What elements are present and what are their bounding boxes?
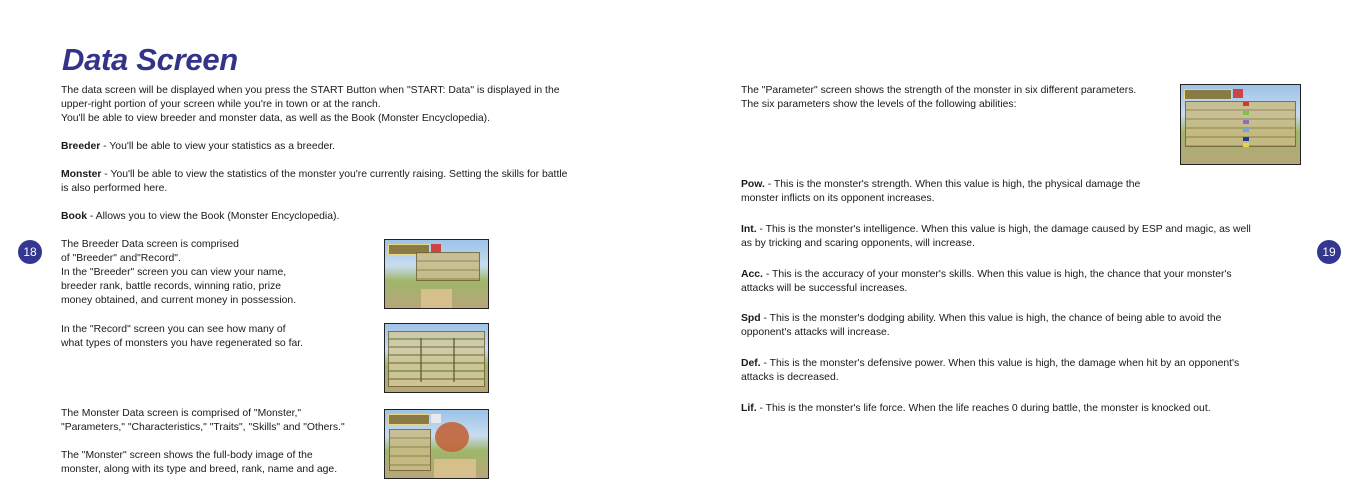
parameter-intro <box>741 84 1171 112</box>
param-term: Def. <box>741 358 761 369</box>
text-line: In the "Breeder" screen you can view your name, <box>61 267 287 278</box>
param-text: - This is the monster's dodging ability. When this value is high, the chance of being able to avoid the <box>760 313 1222 324</box>
text-line: In the "Record" screen you can see how many of <box>61 324 286 335</box>
param-text-cont: as by tricking and scaring opponents, will increase. <box>741 238 975 249</box>
param-term: Int. <box>741 224 757 235</box>
param-term: Acc. <box>741 269 763 280</box>
breeder-screenshot <box>384 239 489 309</box>
text-line: The six parameters show the levels of the following abilities: <box>741 99 1017 110</box>
param-def <box>741 357 1301 385</box>
text-line: "Parameters," "Characteristics," "Traits", "Skills" and "Others." <box>61 422 345 433</box>
book-item <box>61 210 621 224</box>
param-text-cont: attacks is decreased. <box>741 372 839 383</box>
text-line: money obtained, and current money in possession. <box>61 295 297 306</box>
monster-text-cont: is also performed here. <box>61 183 168 194</box>
param-text: - This is the monster's defensive power. When this value is high, the damage when hit by an opponent's <box>760 358 1240 369</box>
param-text: - This is the monster's strength. When this value is high, the physical damage the <box>764 179 1141 190</box>
param-term: Spd <box>741 313 761 324</box>
breeder-term: Breeder <box>61 141 101 152</box>
monster-data-block <box>61 407 381 435</box>
monster-screen-block <box>61 449 381 477</box>
book-text: - Allows you to view the Book (Monster Encyclopedia). <box>86 211 340 222</box>
param-text-cont: attacks will be successful increases. <box>741 283 908 294</box>
param-int <box>741 223 1301 251</box>
breeder-data-block <box>61 238 371 308</box>
page-number-right: 19 <box>1317 240 1341 264</box>
text-line: The Monster Data screen is comprised of "Monster," <box>61 408 302 419</box>
param-text-cont: monster inflicts on its opponent increases. <box>741 193 935 204</box>
intro-line: upper-right portion of your screen while you're in town or at the ranch. <box>61 99 381 110</box>
text-line: what types of monsters you have regenerated so far. <box>61 338 304 349</box>
param-term: Lif. <box>741 403 757 414</box>
monster-screenshot <box>384 409 489 479</box>
param-text: - This is the monster's life force. When the life reaches 0 during battle, the monster is knocked out. <box>756 403 1211 414</box>
record-screenshot <box>384 323 489 393</box>
param-text: - This is the monster's intelligence. When this value is high, the damage caused by ESP and magic, as well <box>756 224 1251 235</box>
text-line: monster, along with its type and breed, rank, name and age. <box>61 464 338 475</box>
parameter-screenshot <box>1180 84 1301 165</box>
text-line: The "Parameter" screen shows the strength of the monster in six different parameters. <box>741 85 1137 96</box>
text-line: The Breeder Data screen is comprised <box>61 239 239 250</box>
page-title: Data Screen <box>62 42 238 77</box>
monster-text: - You'll be able to view the statistics of the monster you're currently raising. Setting the skills for battle <box>101 169 568 180</box>
monster-item <box>61 168 621 196</box>
intro-paragraph <box>61 84 621 126</box>
param-term: Pow. <box>741 179 765 190</box>
param-lif <box>741 402 1301 416</box>
text-line: of "Breeder" and"Record". <box>61 253 181 264</box>
breeder-text: - You'll be able to view your statistics as a breeder. <box>100 141 336 152</box>
text-line: breeder rank, battle records, winning ratio, prize <box>61 281 282 292</box>
record-block <box>61 323 371 351</box>
text-line: The "Monster" screen shows the full-body image of the <box>61 450 313 461</box>
param-acc <box>741 268 1301 296</box>
breeder-item <box>61 140 621 154</box>
param-text: - This is the accuracy of your monster's skills. When this value is high, the chance that your monster's <box>762 269 1232 280</box>
param-text-cont: opponent's attacks will increase. <box>741 327 890 338</box>
param-spd <box>741 312 1301 340</box>
intro-line: The data screen will be displayed when you press the START Button when "START: Data" is displayed in the <box>61 85 560 96</box>
monster-term: Monster <box>61 169 102 180</box>
book-term: Book <box>61 211 87 222</box>
intro-line: You'll be able to view breeder and monster data, as well as the Book (Monster Encyclopedia). <box>61 113 491 124</box>
page-number-left: 18 <box>18 240 42 264</box>
param-pow <box>741 178 1301 206</box>
